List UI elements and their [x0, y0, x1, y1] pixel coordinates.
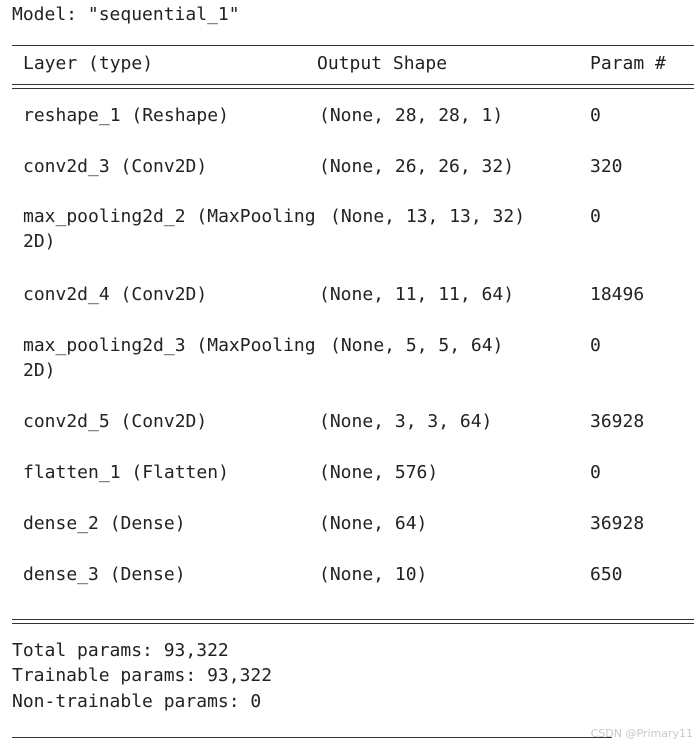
layer-name: conv2d_5 (Conv2D): [23, 411, 208, 432]
watermark: CSDN @Primary11: [590, 727, 693, 740]
layer-param-count: 36928: [590, 411, 645, 432]
footer-double-rule: [12, 619, 694, 624]
layer-output-shape: (None, 576): [319, 462, 439, 483]
total-params: Total params: 93,322: [12, 640, 229, 661]
layer-param-count: 18496: [590, 284, 645, 305]
header-param: Param #: [590, 53, 666, 74]
trainable-params: Trainable params: 93,322: [12, 665, 273, 686]
layer-output-shape: (None, 3, 3, 64): [319, 411, 493, 432]
header-layer: Layer (type): [23, 53, 154, 74]
layer-name: reshape_1 (Reshape): [23, 105, 229, 126]
layer-param-count: 0: [590, 335, 601, 356]
layer-output-shape: (None, 26, 26, 32): [319, 156, 515, 177]
layer-param-count: 650: [590, 564, 623, 585]
layer-output-shape: (None, 5, 5, 64): [330, 335, 504, 356]
layer-name-continued: 2D): [23, 231, 56, 252]
bottom-rule: [12, 737, 612, 738]
non-trainable-params: Non-trainable params: 0: [12, 691, 262, 712]
layer-name: conv2d_4 (Conv2D): [23, 284, 208, 305]
layer-param-count: 36928: [590, 513, 645, 534]
layer-param-count: 320: [590, 156, 623, 177]
layer-name-continued: 2D): [23, 360, 56, 381]
layer-output-shape: (None, 11, 11, 64): [319, 284, 515, 305]
layer-name: conv2d_3 (Conv2D): [23, 156, 208, 177]
header-double-rule: [12, 84, 694, 89]
layer-name: dense_3 (Dense): [23, 564, 186, 585]
model-title: Model: "sequential_1": [12, 4, 240, 25]
layer-output-shape: (None, 64): [319, 513, 428, 534]
layer-name: dense_2 (Dense): [23, 513, 186, 534]
layer-output-shape: (None, 28, 28, 1): [319, 105, 504, 126]
layer-name: max_pooling2d_3 (MaxPooling: [23, 335, 316, 356]
top-rule: [12, 45, 694, 46]
layer-param-count: 0: [590, 206, 601, 227]
header-output-shape: Output Shape: [317, 53, 448, 74]
layer-output-shape: (None, 10): [319, 564, 428, 585]
layer-name: flatten_1 (Flatten): [23, 462, 229, 483]
layer-name: max_pooling2d_2 (MaxPooling: [23, 206, 316, 227]
layer-output-shape: (None, 13, 13, 32): [330, 206, 526, 227]
layer-param-count: 0: [590, 462, 601, 483]
layer-param-count: 0: [590, 105, 601, 126]
